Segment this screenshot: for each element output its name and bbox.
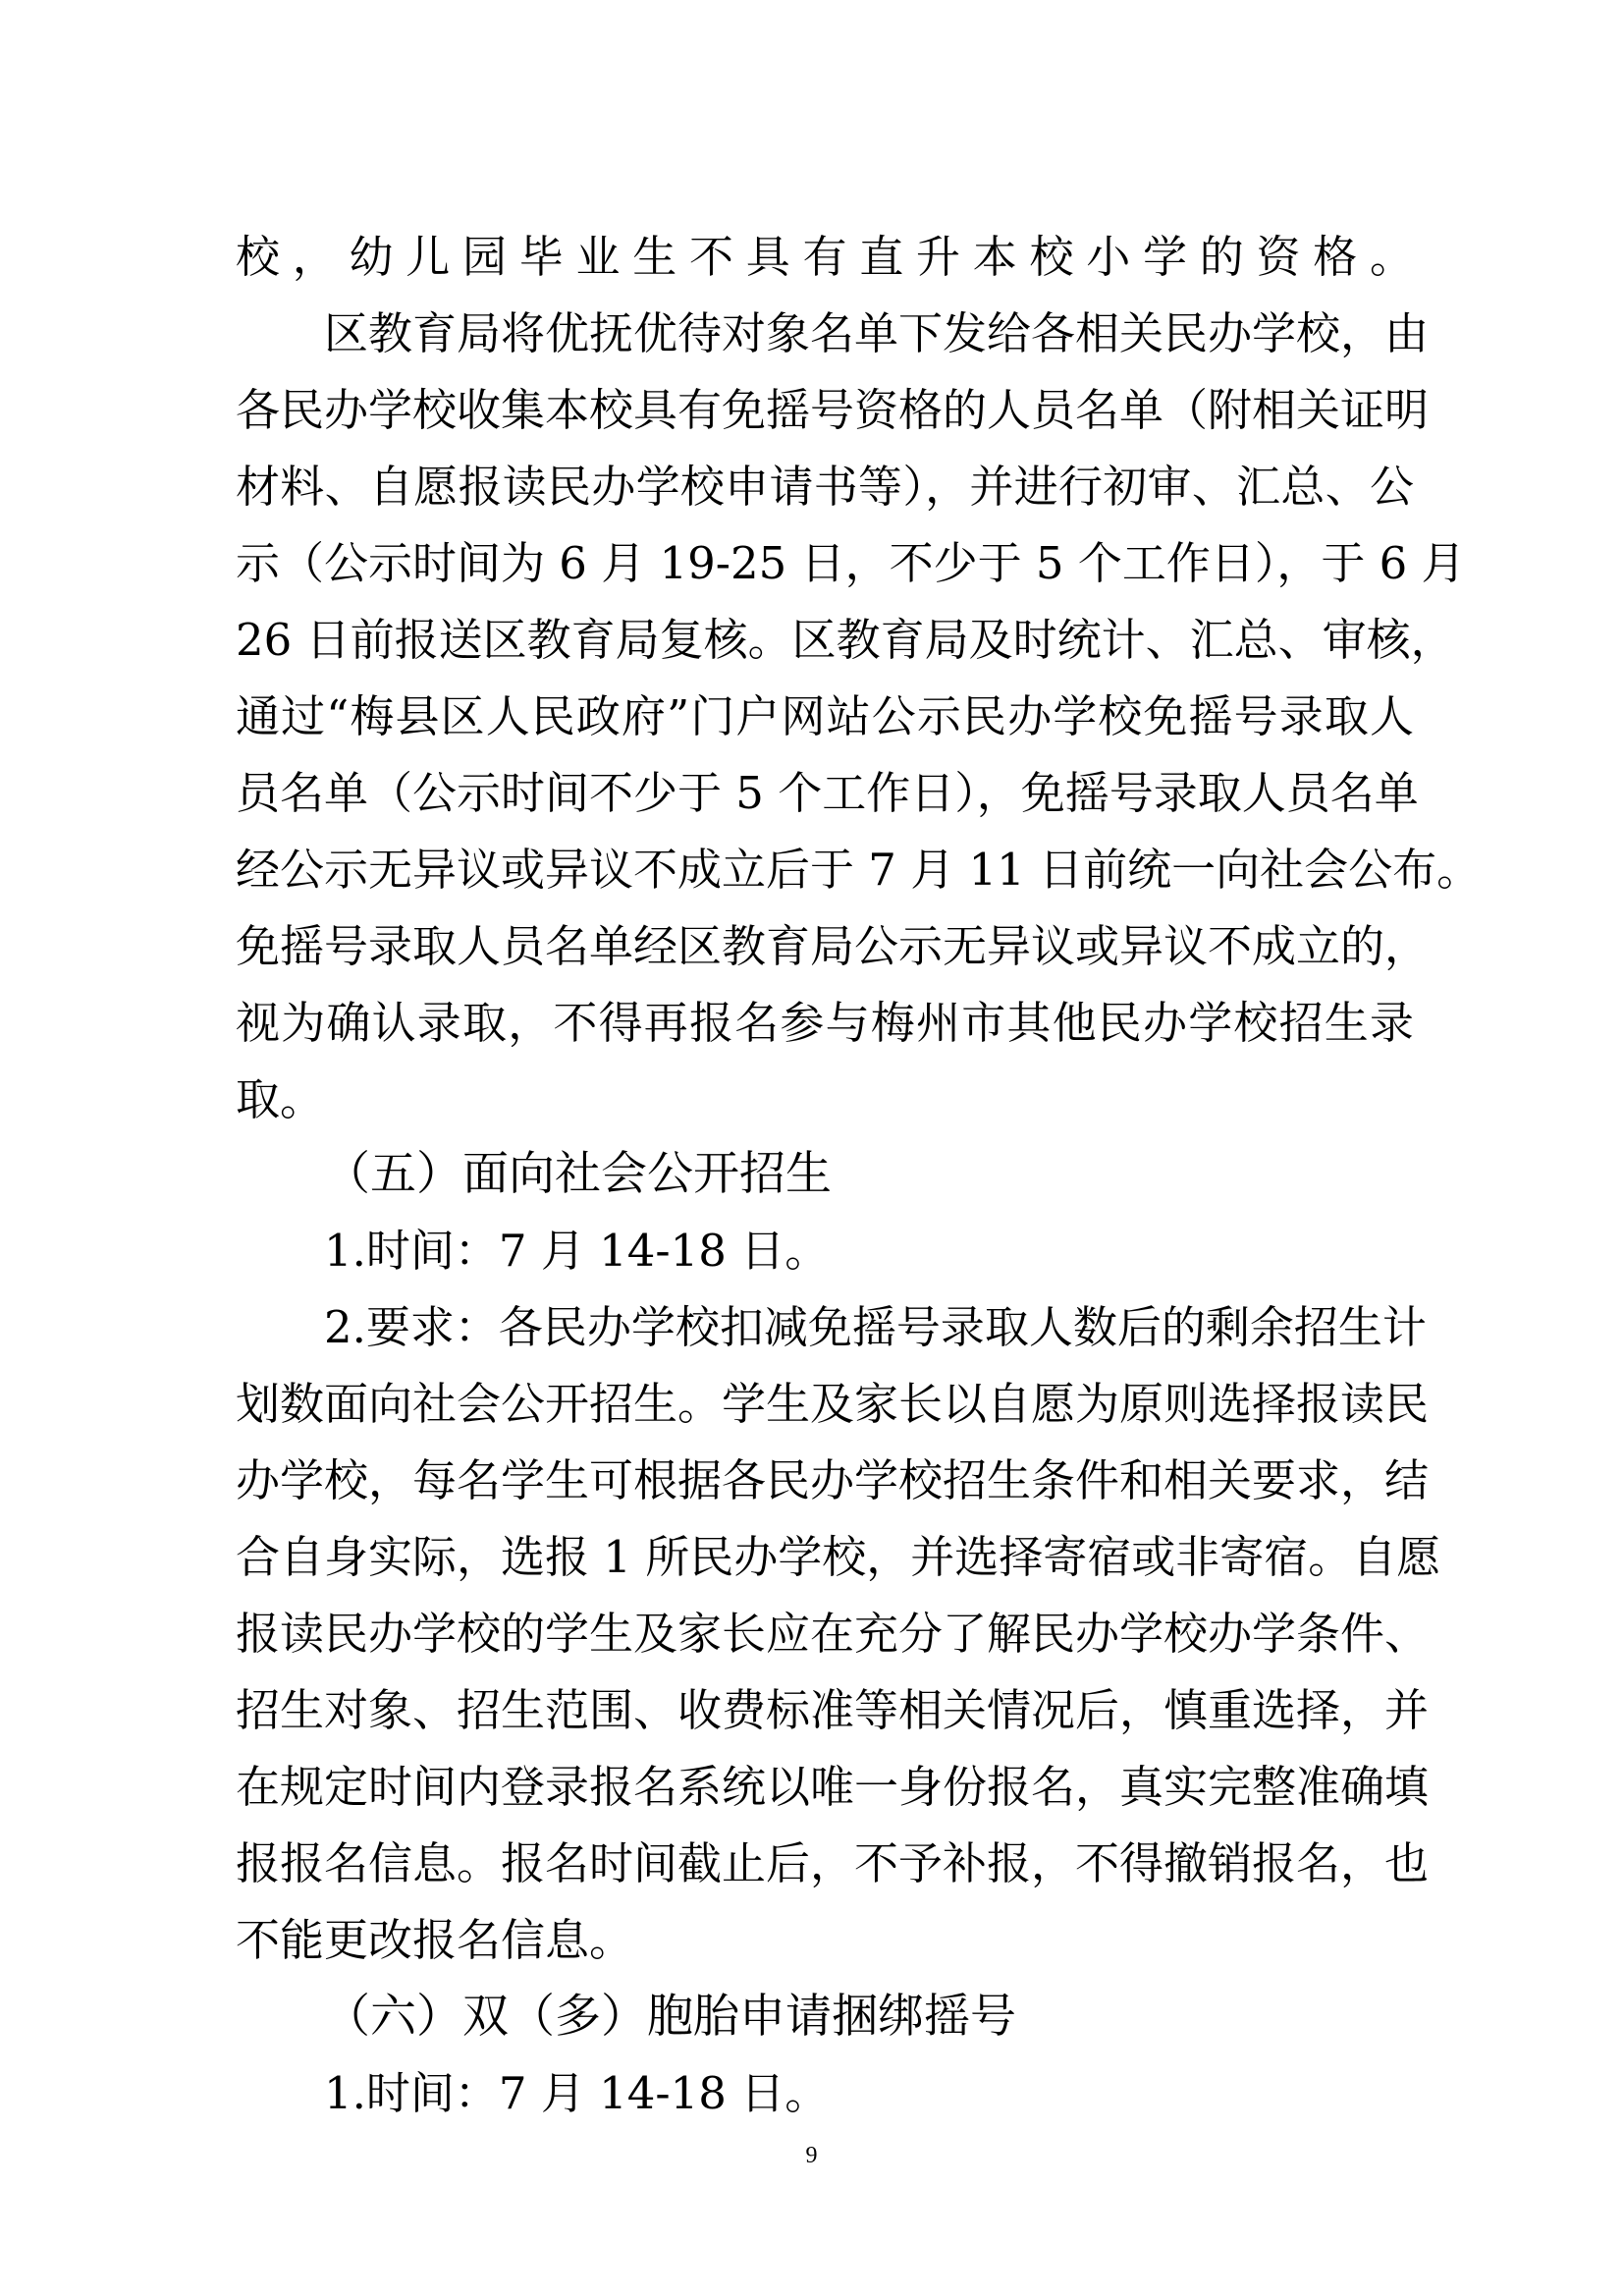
paragraph-line: 招生对象、招生范围、收费标准等相关情况后，慎重选择，并	[236, 1684, 1430, 1736]
paragraph-line: 视为确认录取，不得再报名参与梅州市其他民办学校招生录	[236, 997, 1414, 1049]
paragraph-line: 通过“梅县区人民政府”门户网站公示民办学校免摇号录取人	[236, 690, 1414, 742]
paragraph-line: 2.要求：各民办学校扣减免摇号录取人数后的剩余招生计	[324, 1301, 1427, 1353]
paragraph-line: 取。	[236, 1073, 325, 1125]
paragraph-line: 不能更改报名信息。	[236, 1914, 634, 1966]
page-number: 9	[805, 2143, 818, 2168]
paragraph-line: 经公示无异议或异议不成立后于 7 月 11 日前统一向社会公布。	[236, 844, 1482, 896]
paragraph-line: 免摇号录取人员名单经区教育局公示无异议或异议不成立的，	[236, 920, 1430, 972]
paragraph-line: 1.时间：7 月 14-18 日。	[324, 2067, 830, 2119]
paragraph-line: 报报名信息。报名时间截止后，不予补报，不得撤销报名，也	[236, 1837, 1430, 1889]
paragraph-line: 在规定时间内登录报名系统以唯一身份报名，真实完整准确填	[236, 1761, 1430, 1813]
paragraph-line: 办学校，每名学生可根据各民办学校招生条件和相关要求，结	[236, 1454, 1430, 1506]
paragraph-line: 示（公示时间为 6 月 19-25 日，不少于 5 个工作日），于 6 月	[236, 537, 1466, 589]
paragraph-line: 员名单（公示时间不少于 5 个工作日），免摇号录取人员名单	[236, 767, 1419, 819]
section-heading-five: （五）面向社会公开招生	[324, 1147, 832, 1201]
paragraph-line: 划数面向社会公开招生。学生及家长以自愿为原则选择报读民	[236, 1378, 1430, 1430]
paragraph-line: 1.时间：7 月 14-18 日。	[324, 1225, 830, 1277]
paragraph-line: 区教育局将优抚优待对象名单下发给各相关民办学校，由	[324, 307, 1430, 359]
paragraph-line: 报读民办学校的学生及家长应在充分了解民办学校办学条件、	[236, 1608, 1430, 1660]
paragraph-line: 合自身实际，选报 1 所民办学校，并选择寄宿或非寄宿。自愿	[236, 1531, 1441, 1583]
paragraph-line: 26 日前报送区教育局复核。区教育局及时统计、汇总、审核，	[236, 614, 1455, 666]
paragraph-line: 材料、自愿报读民办学校申请书等），并进行初审、汇总、公	[236, 461, 1414, 513]
paragraph-line: 各民办学校收集本校具有免摇号资格的人员名单（附相关证明	[236, 384, 1430, 436]
section-heading-six: （六）双（多）胞胎申请捆绑摇号	[324, 1990, 1016, 2044]
paragraph-line: 校，幼儿园毕业生不具有直升本校小学的资格。	[236, 231, 1414, 283]
